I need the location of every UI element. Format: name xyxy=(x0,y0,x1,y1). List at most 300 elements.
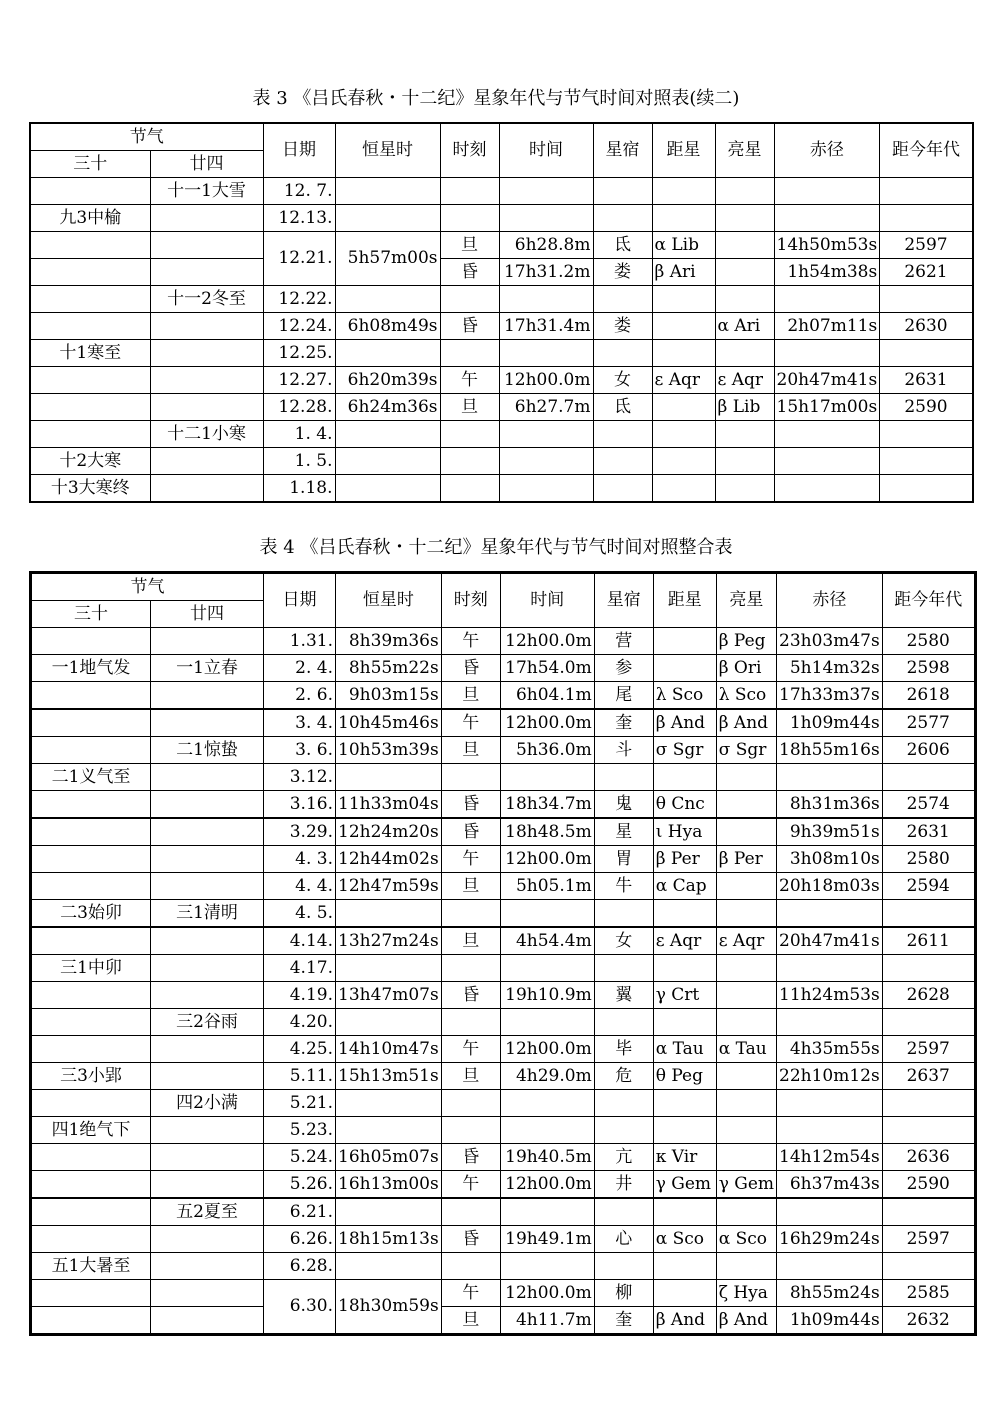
cell-liangxing: γ Gem xyxy=(716,1171,776,1199)
cell-time: 6h27.7m xyxy=(499,394,593,421)
cell-ra: 11h24m53s xyxy=(777,982,883,1009)
cell-sidereal-time: 13h47m07s xyxy=(336,982,442,1009)
cell-juxing: ε Aqr xyxy=(652,367,715,394)
cell-liangxing: ε Aqr xyxy=(715,367,774,394)
cell-shike xyxy=(441,1090,500,1117)
cell-age: 2580 xyxy=(882,628,975,655)
table3-caption: 表 3 《吕氏春秋・十二纪》星象年代与节气时间对照表(续二) xyxy=(252,88,740,109)
cell-jieqi-ershisi xyxy=(151,1280,264,1307)
cell-jieqi-ershisi xyxy=(151,982,264,1009)
table3-body xyxy=(30,178,973,503)
cell-age: 2637 xyxy=(882,1063,975,1090)
cell-ra: 6h37m43s xyxy=(777,1171,883,1199)
cell-jieqi-sanshi xyxy=(30,367,150,394)
cell-jieqi-sanshi: 十2大寒 xyxy=(30,448,150,475)
cell-liangxing: ζ Hya xyxy=(716,1280,776,1307)
cell-juxing: λ Sco xyxy=(653,682,716,710)
cell-date: 3. 4. xyxy=(264,709,336,737)
cell-xingsu: 奎 xyxy=(594,709,653,737)
cell-liangxing: β Lib xyxy=(715,394,774,421)
cell-liangxing xyxy=(716,1117,776,1144)
cell-juxing xyxy=(653,1253,716,1280)
cell-jieqi-ershisi xyxy=(150,232,263,259)
cell-age xyxy=(882,1117,975,1144)
cell-xingsu xyxy=(594,1009,653,1036)
cell-date: 5.24. xyxy=(264,1144,336,1171)
cell-jieqi-sanshi xyxy=(30,259,150,286)
cell-jieqi-ershisi xyxy=(151,1171,264,1199)
cell-xingsu: 尾 xyxy=(594,682,653,710)
cell-age xyxy=(882,1009,975,1036)
cell-sidereal-time xyxy=(335,421,440,448)
cell-sidereal-time xyxy=(336,1117,442,1144)
cell-sidereal-time: 11h33m04s xyxy=(336,791,442,819)
cell-jieqi-ershisi xyxy=(151,628,264,655)
cell-jieqi-sanshi xyxy=(31,1144,151,1171)
header-sanshi: 三十 xyxy=(30,151,150,178)
cell-juxing: θ Cnc xyxy=(653,791,716,819)
cell-juxing xyxy=(653,1117,716,1144)
cell-ra xyxy=(777,900,883,928)
table-row xyxy=(31,764,976,791)
cell-time: 6h04.1m xyxy=(500,682,594,710)
cell-ra: 17h33m37s xyxy=(777,682,883,710)
cell-shike: 旦 xyxy=(441,873,500,900)
cell-date: 3.12. xyxy=(264,764,336,791)
cell-jieqi-sanshi xyxy=(31,1171,151,1199)
cell-juxing xyxy=(652,421,715,448)
cell-age xyxy=(880,340,973,367)
cell-xingsu xyxy=(594,1198,653,1226)
cell-date: 5.23. xyxy=(264,1117,336,1144)
cell-juxing xyxy=(653,955,716,982)
cell-time xyxy=(500,955,594,982)
header-jieqi: 节气 xyxy=(31,573,264,601)
cell-liangxing: β Per xyxy=(716,846,776,873)
cell-age: 2636 xyxy=(882,1144,975,1171)
cell-date: 4.19. xyxy=(264,982,336,1009)
cell-jieqi-ershisi: 三1清明 xyxy=(151,900,264,928)
cell-ra: 3h08m10s xyxy=(777,846,883,873)
cell-jieqi-ershisi: 三2谷雨 xyxy=(151,1009,264,1036)
cell-jieqi-ershisi: 十一1大雪 xyxy=(150,178,263,205)
cell-ra xyxy=(777,955,883,982)
cell-juxing xyxy=(652,313,715,340)
cell-liangxing: α Sco xyxy=(716,1226,776,1253)
table-row xyxy=(31,682,976,710)
table-row xyxy=(30,367,973,394)
cell-age: 2630 xyxy=(880,313,973,340)
cell-sidereal-time: 9h03m15s xyxy=(336,682,442,710)
header-liangxing: 亮星 xyxy=(715,123,774,178)
cell-liangxing xyxy=(716,1009,776,1036)
cell-xingsu xyxy=(593,448,652,475)
cell-age xyxy=(880,286,973,313)
cell-date: 5.11. xyxy=(264,1063,336,1090)
cell-sidereal-time xyxy=(335,178,440,205)
cell-shike: 旦 xyxy=(441,737,500,764)
cell-sidereal-time xyxy=(335,475,440,503)
cell-date: 1. 5. xyxy=(263,448,335,475)
cell-time: 18h34.7m xyxy=(500,791,594,819)
cell-sidereal-time: 12h47m59s xyxy=(336,873,442,900)
cell-juxing: α Tau xyxy=(653,1036,716,1063)
cell-xingsu xyxy=(593,205,652,232)
cell-jieqi-sanshi xyxy=(30,232,150,259)
cell-shike xyxy=(440,178,499,205)
header-age: 距今年代 xyxy=(882,573,975,628)
header-time: 时间 xyxy=(499,123,593,178)
cell-sidereal-time: 6h24m36s xyxy=(335,394,440,421)
cell-time xyxy=(499,178,593,205)
cell-jieqi-ershisi xyxy=(151,1036,264,1063)
cell-date: 2. 6. xyxy=(264,682,336,710)
table-row xyxy=(31,791,976,819)
cell-time xyxy=(499,340,593,367)
cell-age: 2597 xyxy=(882,1036,975,1063)
cell-sidereal-time: 10h53m39s xyxy=(336,737,442,764)
cell-jieqi-ershisi xyxy=(150,313,263,340)
cell-age xyxy=(882,1198,975,1226)
cell-jieqi-ershisi: 十二1小寒 xyxy=(150,421,263,448)
cell-sidereal-time xyxy=(336,1198,442,1226)
cell-sidereal-time xyxy=(335,340,440,367)
cell-jieqi-sanshi xyxy=(31,846,151,873)
cell-sidereal-time xyxy=(336,955,442,982)
cell-shike: 午 xyxy=(441,1280,500,1307)
cell-jieqi-sanshi: 一1地气发 xyxy=(31,655,151,682)
cell-jieqi-ershisi xyxy=(150,448,263,475)
cell-date: 5.26. xyxy=(264,1171,336,1199)
cell-age xyxy=(880,178,973,205)
cell-sidereal-time: 16h13m00s xyxy=(336,1171,442,1199)
cell-jieqi-ershisi xyxy=(151,1063,264,1090)
cell-age: 2598 xyxy=(882,655,975,682)
cell-liangxing xyxy=(716,873,776,900)
cell-jieqi-ershisi xyxy=(151,682,264,710)
cell-xingsu: 亢 xyxy=(594,1144,653,1171)
cell-liangxing xyxy=(716,764,776,791)
cell-xingsu: 营 xyxy=(594,628,653,655)
cell-liangxing xyxy=(715,340,774,367)
cell-sidereal-time xyxy=(336,1009,442,1036)
cell-juxing: γ Crt xyxy=(653,982,716,1009)
header-shike: 时刻 xyxy=(441,573,500,628)
cell-time: 12h00.0m xyxy=(500,1171,594,1199)
cell-jieqi-sanshi xyxy=(31,1198,151,1226)
cell-shike: 旦 xyxy=(441,682,500,710)
cell-jieqi-sanshi xyxy=(31,628,151,655)
cell-age: 2631 xyxy=(882,818,975,846)
cell-shike: 午 xyxy=(441,1171,500,1199)
cell-xingsu: 斗 xyxy=(594,737,653,764)
cell-shike xyxy=(441,1009,500,1036)
cell-jieqi-sanshi xyxy=(30,313,150,340)
cell-age: 2618 xyxy=(882,682,975,710)
table-row xyxy=(31,927,976,955)
cell-sidereal-time xyxy=(336,900,442,928)
header-ershisi: 廿四 xyxy=(150,151,263,178)
cell-time xyxy=(499,286,593,313)
cell-time xyxy=(499,475,593,503)
header-xingsu: 星宿 xyxy=(594,573,653,628)
cell-jieqi-ershisi: 二1惊蛰 xyxy=(151,737,264,764)
cell-juxing: θ Peg xyxy=(653,1063,716,1090)
cell-date: 12.25. xyxy=(263,340,335,367)
cell-date: 4.17. xyxy=(264,955,336,982)
table-row xyxy=(30,421,973,448)
cell-jieqi-ershisi xyxy=(151,709,264,737)
cell-time: 12h00.0m xyxy=(500,709,594,737)
cell-xingsu xyxy=(594,900,653,928)
table3 xyxy=(29,122,974,503)
cell-date: 2. 4. xyxy=(264,655,336,682)
cell-shike xyxy=(441,764,500,791)
cell-ra: 4h35m55s xyxy=(777,1036,883,1063)
cell-age: 2577 xyxy=(882,709,975,737)
cell-xingsu: 牛 xyxy=(594,873,653,900)
cell-xingsu: 氐 xyxy=(593,232,652,259)
cell-liangxing xyxy=(716,900,776,928)
cell-jieqi-sanshi xyxy=(31,737,151,764)
cell-time: 12h00.0m xyxy=(500,1280,594,1307)
header-sidereal: 恒星时 xyxy=(336,573,442,628)
header-jieqi: 节气 xyxy=(30,123,263,151)
header-juxing: 距星 xyxy=(653,573,716,628)
cell-jieqi-ershisi xyxy=(151,818,264,846)
cell-jieqi-sanshi xyxy=(30,286,150,313)
cell-ra: 15h17m00s xyxy=(774,394,880,421)
cell-date: 4.25. xyxy=(264,1036,336,1063)
cell-jieqi-ershisi: 一1立春 xyxy=(151,655,264,682)
cell-shike: 旦 xyxy=(440,232,499,259)
cell-juxing: κ Vir xyxy=(653,1144,716,1171)
cell-jieqi-ershisi xyxy=(151,1117,264,1144)
cell-sidereal-time: 14h10m47s xyxy=(336,1036,442,1063)
cell-time: 17h31.4m xyxy=(499,313,593,340)
cell-shike xyxy=(440,340,499,367)
header-juxing: 距星 xyxy=(652,123,715,178)
cell-sidereal-time: 13h27m24s xyxy=(336,927,442,955)
cell-shike: 昏 xyxy=(441,982,500,1009)
cell-age xyxy=(880,205,973,232)
cell-age xyxy=(880,448,973,475)
cell-xingsu: 毕 xyxy=(594,1036,653,1063)
cell-sidereal-time: 5h57m00s xyxy=(335,232,440,286)
cell-sidereal-time xyxy=(335,286,440,313)
cell-time xyxy=(500,1198,594,1226)
cell-jieqi-sanshi xyxy=(31,927,151,955)
cell-liangxing xyxy=(715,448,774,475)
cell-liangxing xyxy=(716,1090,776,1117)
cell-jieqi-sanshi: 四1绝气下 xyxy=(31,1117,151,1144)
cell-shike: 昏 xyxy=(441,791,500,819)
cell-liangxing: β And xyxy=(716,1307,776,1335)
cell-liangxing xyxy=(715,259,774,286)
cell-shike: 旦 xyxy=(441,927,500,955)
cell-age: 2580 xyxy=(882,846,975,873)
cell-sidereal-time: 12h24m20s xyxy=(336,818,442,846)
cell-jieqi-sanshi: 三1中卯 xyxy=(31,955,151,982)
cell-jieqi-ershisi xyxy=(150,340,263,367)
header-xingsu: 星宿 xyxy=(593,123,652,178)
cell-shike xyxy=(440,286,499,313)
cell-ra xyxy=(774,448,880,475)
cell-shike xyxy=(441,900,500,928)
cell-sidereal-time: 16h05m07s xyxy=(336,1144,442,1171)
cell-jieqi-ershisi xyxy=(151,927,264,955)
cell-sidereal-time: 6h20m39s xyxy=(335,367,440,394)
cell-xingsu: 柳 xyxy=(594,1280,653,1307)
cell-jieqi-sanshi: 二3始卯 xyxy=(31,900,151,928)
cell-juxing xyxy=(652,286,715,313)
cell-date: 1.31. xyxy=(264,628,336,655)
cell-jieqi-sanshi xyxy=(31,1280,151,1307)
cell-age: 2631 xyxy=(880,367,973,394)
cell-jieqi-ershisi: 五2夏至 xyxy=(151,1198,264,1226)
cell-age xyxy=(882,900,975,928)
cell-xingsu: 氐 xyxy=(593,394,652,421)
cell-time: 17h31.2m xyxy=(499,259,593,286)
cell-sidereal-time: 10h45m46s xyxy=(336,709,442,737)
cell-time: 18h48.5m xyxy=(500,818,594,846)
cell-juxing xyxy=(653,1198,716,1226)
cell-age: 2574 xyxy=(882,791,975,819)
header-date: 日期 xyxy=(264,573,336,628)
table-row xyxy=(31,900,976,928)
cell-sidereal-time xyxy=(336,764,442,791)
table-row xyxy=(30,259,973,286)
cell-sidereal-time xyxy=(335,448,440,475)
cell-ra: 14h12m54s xyxy=(777,1144,883,1171)
cell-shike: 昏 xyxy=(440,313,499,340)
cell-shike: 昏 xyxy=(440,259,499,286)
cell-age xyxy=(882,955,975,982)
cell-time: 12h00.0m xyxy=(500,1036,594,1063)
cell-liangxing: λ Sco xyxy=(716,682,776,710)
cell-date: 4.14. xyxy=(264,927,336,955)
cell-time xyxy=(499,421,593,448)
header-ershisi: 廿四 xyxy=(151,601,264,628)
cell-jieqi-ershisi xyxy=(151,1226,264,1253)
cell-ra xyxy=(774,475,880,503)
cell-xingsu: 心 xyxy=(594,1226,653,1253)
table-row xyxy=(31,1171,976,1199)
table-row xyxy=(30,286,973,313)
table-row xyxy=(30,232,973,259)
cell-shike: 旦 xyxy=(441,1063,500,1090)
cell-date: 3. 6. xyxy=(264,737,336,764)
header-shike: 时刻 xyxy=(440,123,499,178)
cell-jieqi-ershisi xyxy=(151,1144,264,1171)
header-time: 时间 xyxy=(500,573,594,628)
cell-liangxing: α Tau xyxy=(716,1036,776,1063)
cell-liangxing xyxy=(716,1063,776,1090)
cell-age: 2590 xyxy=(880,394,973,421)
header-sidereal: 恒星时 xyxy=(335,123,440,178)
table-row xyxy=(31,846,976,873)
cell-liangxing xyxy=(715,205,774,232)
cell-ra xyxy=(774,286,880,313)
cell-age: 2606 xyxy=(882,737,975,764)
cell-jieqi-sanshi xyxy=(31,982,151,1009)
cell-ra xyxy=(777,1253,883,1280)
cell-jieqi-sanshi: 三3小郢 xyxy=(31,1063,151,1090)
table-row xyxy=(31,982,976,1009)
cell-juxing xyxy=(652,394,715,421)
table-row xyxy=(30,448,973,475)
cell-time: 6h28.8m xyxy=(499,232,593,259)
cell-sidereal-time: 18h30m59s xyxy=(336,1280,442,1335)
cell-age: 2597 xyxy=(880,232,973,259)
table-row xyxy=(31,709,976,737)
cell-ra: 16h29m24s xyxy=(777,1226,883,1253)
table-row xyxy=(30,313,973,340)
header-ra: 赤径 xyxy=(777,573,883,628)
cell-shike: 昏 xyxy=(441,1144,500,1171)
cell-date: 4. 4. xyxy=(264,873,336,900)
cell-date: 6.21. xyxy=(264,1198,336,1226)
cell-juxing xyxy=(653,628,716,655)
cell-age xyxy=(882,1090,975,1117)
cell-jieqi-sanshi xyxy=(31,1036,151,1063)
table-row xyxy=(30,340,973,367)
cell-jieqi-ershisi xyxy=(151,846,264,873)
cell-jieqi-sanshi xyxy=(30,421,150,448)
cell-time xyxy=(500,1090,594,1117)
cell-xingsu xyxy=(593,475,652,503)
cell-age: 2632 xyxy=(882,1307,975,1335)
cell-jieqi-sanshi xyxy=(31,1307,151,1335)
cell-ra xyxy=(774,340,880,367)
cell-jieqi-sanshi xyxy=(31,1009,151,1036)
cell-age xyxy=(882,1253,975,1280)
cell-juxing: β Ari xyxy=(652,259,715,286)
table-row xyxy=(31,1226,976,1253)
cell-shike: 午 xyxy=(441,709,500,737)
cell-time xyxy=(500,900,594,928)
cell-ra: 1h09m44s xyxy=(777,1307,883,1335)
cell-jieqi-ershisi xyxy=(150,394,263,421)
cell-date: 4. 5. xyxy=(264,900,336,928)
cell-xingsu xyxy=(594,764,653,791)
cell-liangxing xyxy=(715,421,774,448)
table-row xyxy=(31,1090,976,1117)
cell-liangxing xyxy=(715,475,774,503)
cell-liangxing: β And xyxy=(716,709,776,737)
table-row xyxy=(31,1198,976,1226)
header-sanshi: 三十 xyxy=(31,601,151,628)
table-row xyxy=(31,737,976,764)
cell-jieqi-sanshi: 五1大暑至 xyxy=(31,1253,151,1280)
cell-jieqi-ershisi xyxy=(151,764,264,791)
cell-shike: 午 xyxy=(440,367,499,394)
table4-body xyxy=(31,628,976,1335)
cell-shike xyxy=(441,955,500,982)
cell-juxing xyxy=(653,655,716,682)
cell-xingsu xyxy=(594,1117,653,1144)
cell-date: 4. 3. xyxy=(264,846,336,873)
cell-juxing xyxy=(653,1090,716,1117)
cell-ra: 18h55m16s xyxy=(777,737,883,764)
cell-ra: 22h10m12s xyxy=(777,1063,883,1090)
cell-juxing: β And xyxy=(653,709,716,737)
cell-sidereal-time xyxy=(336,1090,442,1117)
cell-juxing xyxy=(653,1009,716,1036)
cell-time: 19h40.5m xyxy=(500,1144,594,1171)
cell-shike: 昏 xyxy=(441,1226,500,1253)
cell-juxing: σ Sgr xyxy=(653,737,716,764)
